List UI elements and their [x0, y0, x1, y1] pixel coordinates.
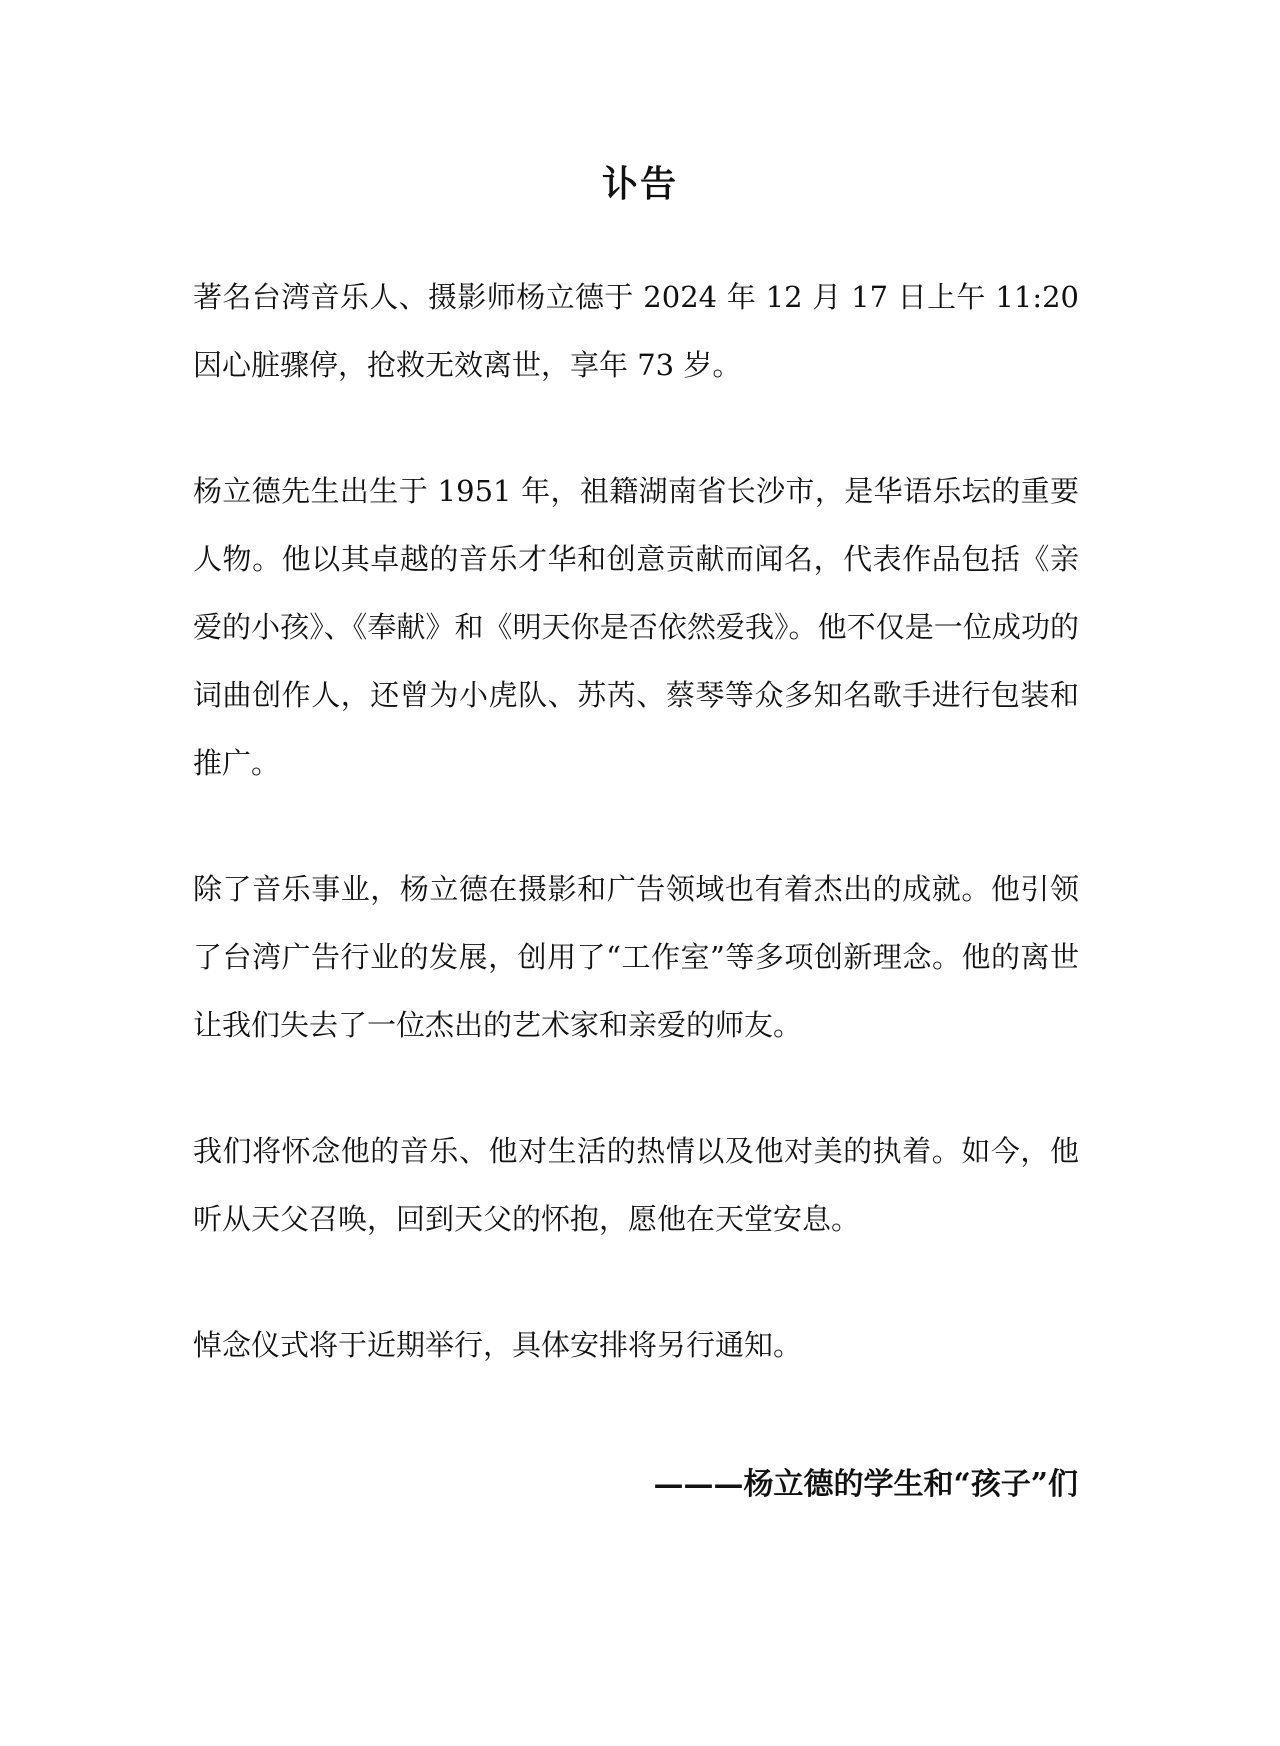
- notice-body: [193, 263, 1079, 1379]
- notice-title: 讣告: [601, 163, 678, 205]
- paragraph-memorial-service: 悼念仪式将于近期举行，具体安排将另行通知。: [193, 1328, 803, 1362]
- signature-line: ———杨立德的学生和“孩子”们: [653, 1467, 1078, 1502]
- paragraph-achievements: 除了音乐事业，杨立德在摄影和广告领域也有着杰出的成就。他引领了台湾广告行业的发展，创用了“工作室”等多项创新理念。他的离世让我们失去了一位杰出的艺术家和亲爱的师友。: [193, 872, 1079, 1042]
- paragraph-death-announcement: 著名台湾音乐人、摄影师杨立德于 2024 年 12 月 17 日上午 11:20 因心脏骤停，抢救无效离世，享年 73 岁。: [193, 280, 1079, 382]
- paragraph-biography: 杨立德先生出生于 1951 年，祖籍湖南省长沙市，是华语乐坛的重要人物。他以其卓越的音乐才华和创意贡献而闻名，代表作品包括《亲爱的小孩》、《奉献》和《明天你是否依然爱我》。他不仅是一位成功的词曲创作人，还曾为小虎队、苏芮、蔡琴等众多知名歌手进行包装和推广。: [193, 474, 1079, 780]
- paragraph-remembrance: 我们将怀念他的音乐、他对生活的热情以及他对美的执着。如今，他听从天父召唤，回到天父的怀抱，愿他在天堂安息。: [193, 1134, 1079, 1236]
